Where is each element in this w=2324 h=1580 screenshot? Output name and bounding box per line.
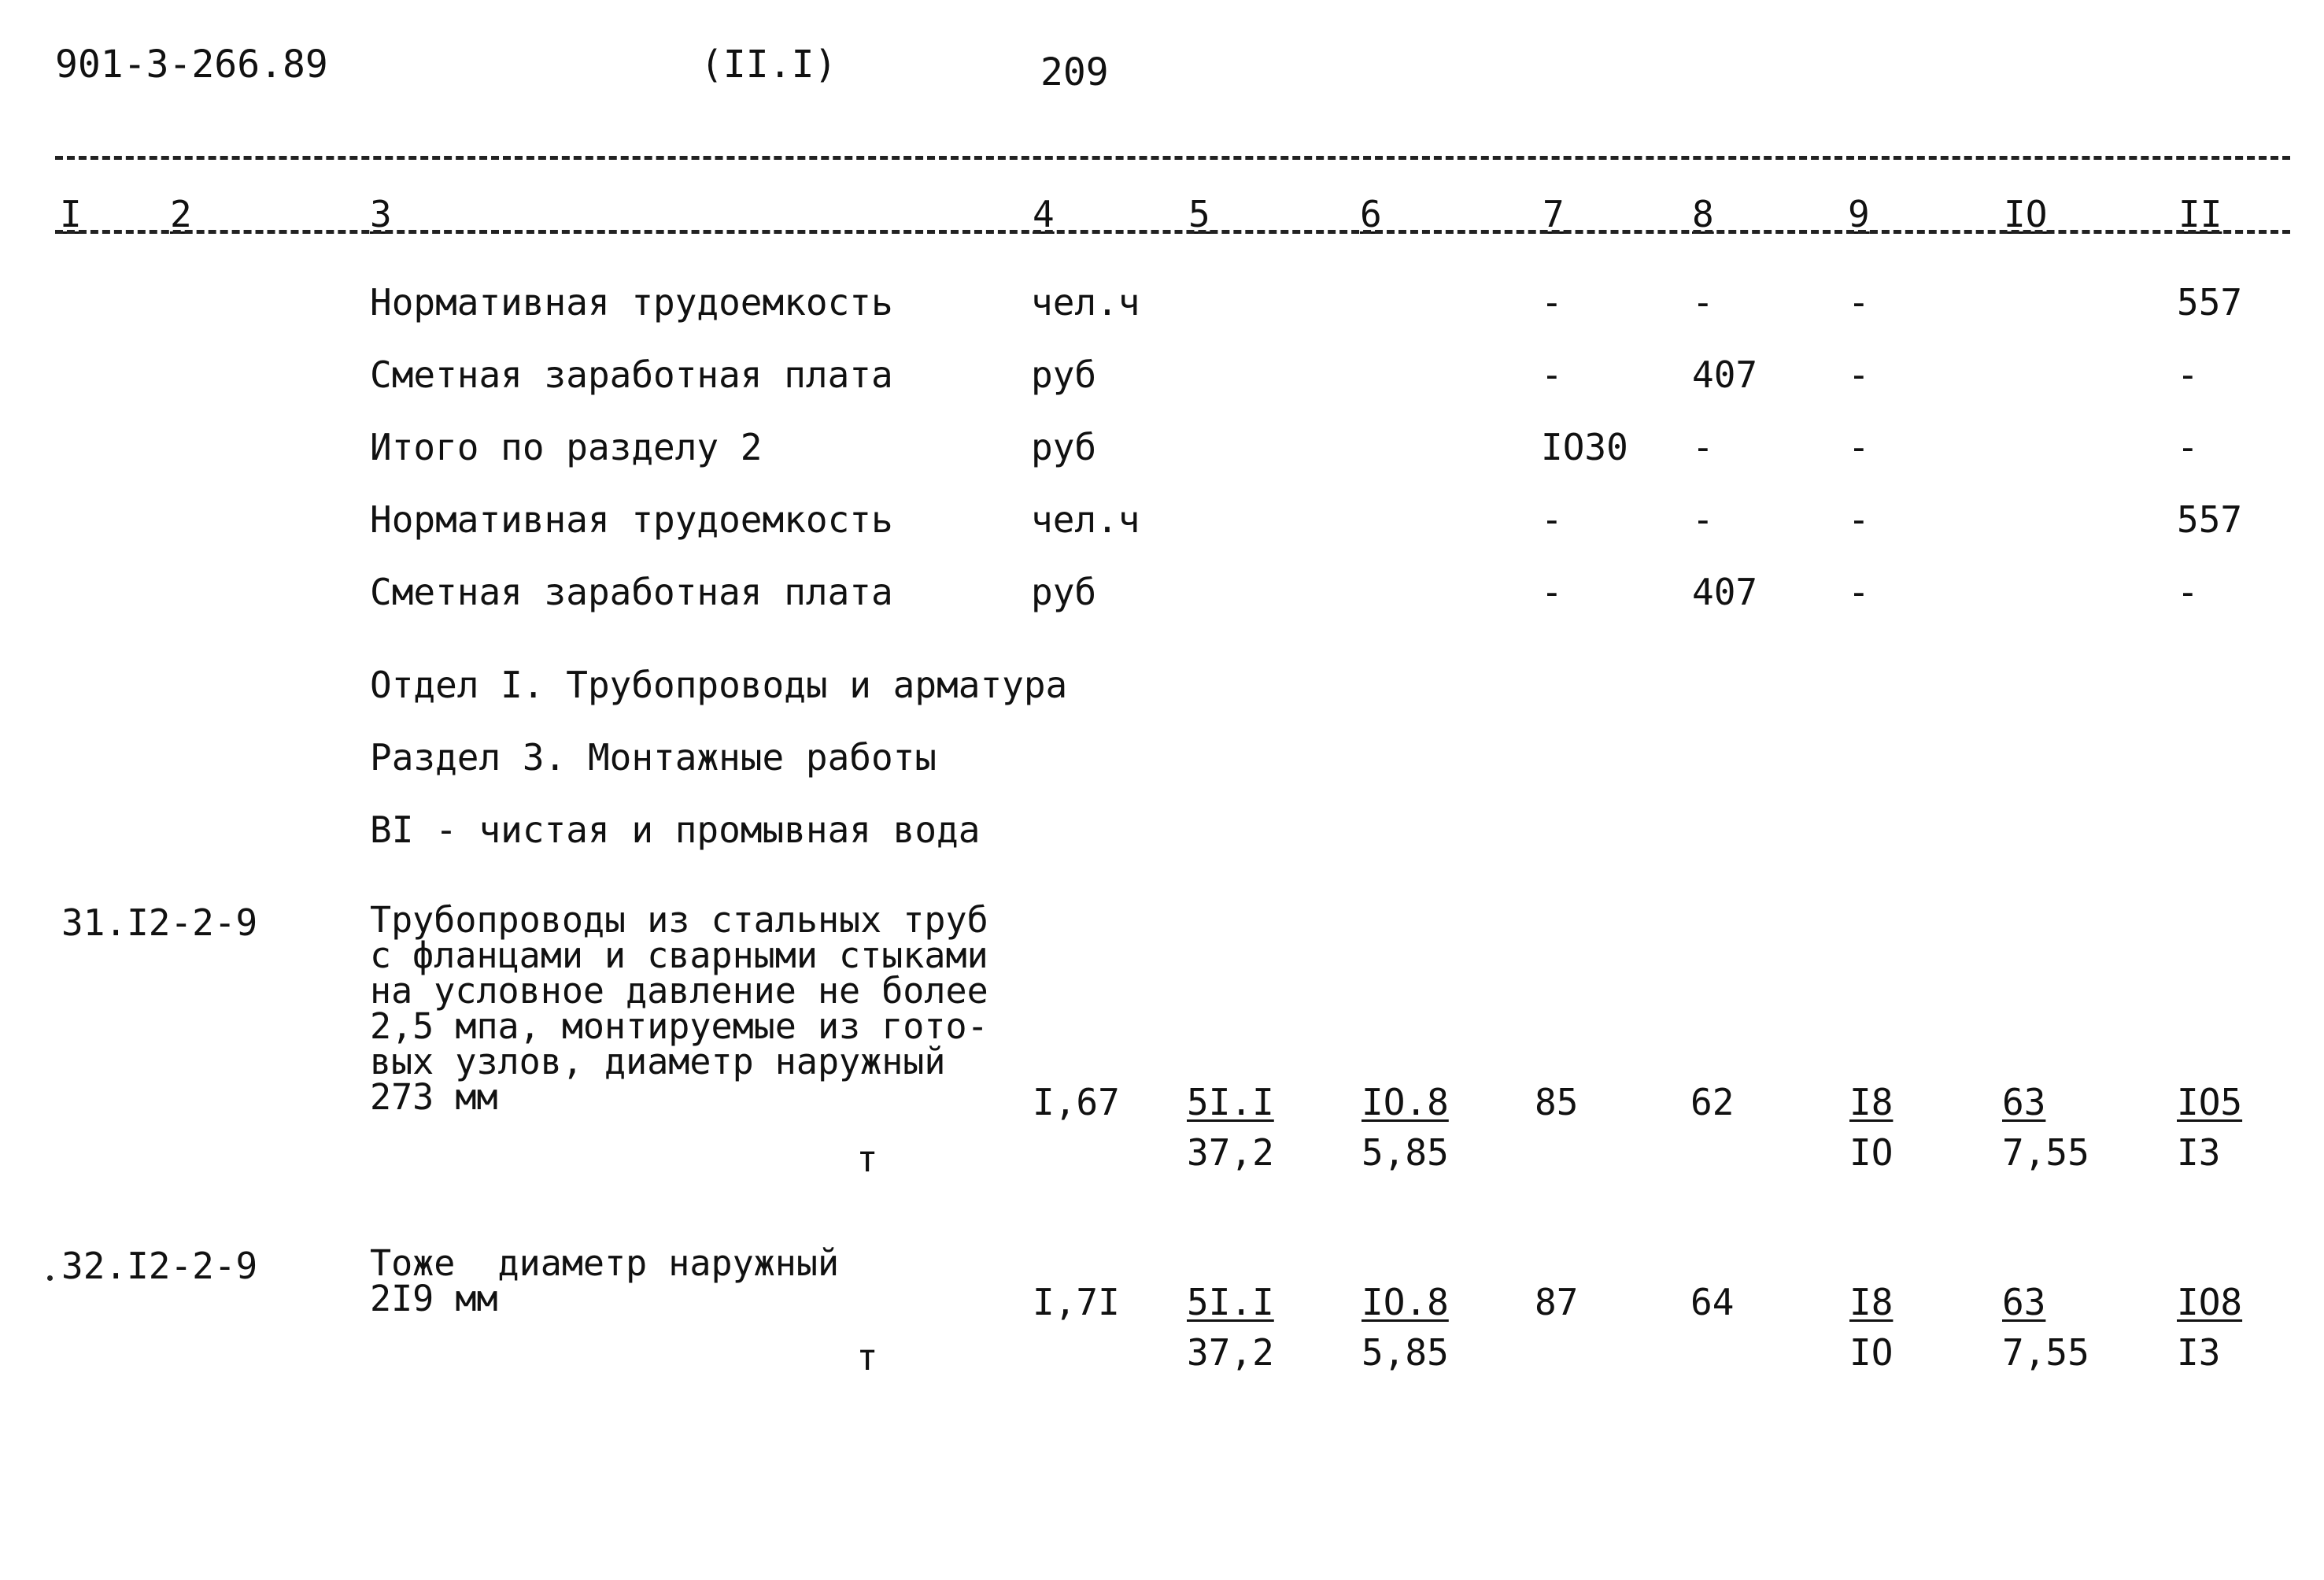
- summary-unit: руб: [1031, 571, 1097, 613]
- summary-col8: -: [1692, 426, 1714, 468]
- summary-name: Итого по разделу 2: [370, 426, 763, 468]
- summary-col9: -: [1848, 498, 1870, 541]
- summary-name: Нормативная трудоемкость: [370, 281, 893, 324]
- page-number: 209: [1040, 50, 1109, 94]
- document-code: 901-3-266.89: [55, 43, 328, 87]
- item-description: Трубопроводы из стальных труб с фланцами и сварными стыками на условное давление не более 2,5 мпа, монтируемые из гото- вых узлов, диаметр наружный 273 мм: [370, 899, 988, 1118]
- column-number-9: 9: [1848, 193, 1870, 235]
- item-col10-bottom: 7,55: [2002, 1131, 2089, 1174]
- item-col10-bottom: 7,55: [2002, 1331, 2089, 1374]
- summary-name: Нормативная трудоемкость: [370, 498, 893, 541]
- summary-col9: -: [1848, 353, 1870, 396]
- summary-unit: руб: [1031, 426, 1097, 468]
- column-number-11: II: [2178, 193, 2222, 235]
- item-col9-bottom: IO: [1849, 1131, 1894, 1174]
- section-code: (II.I): [700, 43, 837, 87]
- summary-col11: -: [2177, 426, 2199, 468]
- summary-col8: -: [1692, 498, 1714, 541]
- summary-col11: -: [2177, 571, 2199, 613]
- item-col8: 64: [1690, 1281, 1735, 1323]
- item-col9-top: I8: [1849, 1081, 1894, 1123]
- item-unit: т: [856, 1336, 878, 1378]
- column-number-5: 5: [1188, 193, 1210, 235]
- item-col5-bottom: 37,2: [1187, 1331, 1274, 1374]
- item-col5-top: 5I.I: [1187, 1281, 1274, 1323]
- item-number: 31.I2-2-9: [61, 901, 258, 944]
- summary-col9: -: [1848, 281, 1870, 324]
- summary-col11: -: [2177, 353, 2199, 396]
- summary-unit: чел.ч: [1031, 281, 1140, 324]
- summary-col8: 407: [1692, 571, 1758, 613]
- summary-name: Сметная заработная плата: [370, 353, 893, 396]
- item-col4: I,67: [1033, 1081, 1120, 1123]
- column-header-divider: [55, 230, 2290, 234]
- department-heading: Отдел I. Трубопроводы и арматура: [370, 664, 1068, 706]
- item-col11-bottom: I3: [2177, 1331, 2221, 1374]
- summary-col8: -: [1692, 281, 1714, 324]
- summary-col11: 557: [2177, 281, 2243, 324]
- summary-unit: чел.ч: [1031, 498, 1140, 541]
- item-number: 32.I2-2-9: [61, 1245, 258, 1287]
- summary-col8: 407: [1692, 353, 1758, 396]
- summary-col7: IO30: [1541, 426, 1628, 468]
- column-number-2: 2: [170, 193, 192, 235]
- column-number-4: 4: [1033, 193, 1055, 235]
- summary-col9: -: [1848, 426, 1870, 468]
- summary-col7: -: [1541, 281, 1563, 324]
- item-col6-bottom: 5,85: [1362, 1331, 1449, 1374]
- item-col9-top: I8: [1849, 1281, 1894, 1323]
- item-col5-top: 5I.I: [1187, 1081, 1274, 1123]
- item-col9-bottom: IO: [1849, 1331, 1894, 1374]
- header-divider: [55, 156, 2290, 160]
- item-col7: 85: [1535, 1081, 1579, 1123]
- summary-col7: -: [1541, 571, 1563, 613]
- item-col8: 62: [1690, 1081, 1735, 1123]
- summary-col7: -: [1541, 353, 1563, 396]
- item-col7: 87: [1535, 1281, 1579, 1323]
- item-col4: I,7I: [1033, 1281, 1120, 1323]
- item-col11-top: IO8: [2177, 1281, 2243, 1323]
- summary-unit: руб: [1031, 353, 1097, 396]
- item-col6-bottom: 5,85: [1362, 1131, 1449, 1174]
- item-col6-top: IO.8: [1362, 1081, 1449, 1123]
- subsection-heading: BI - чистая и промывная вода: [370, 809, 981, 851]
- summary-col7: -: [1541, 498, 1563, 541]
- item-col5-bottom: 37,2: [1187, 1131, 1274, 1174]
- summary-name: Сметная заработная плата: [370, 571, 893, 613]
- item-col10-top: 63: [2002, 1281, 2046, 1323]
- section-heading: Раздел 3. Монтажные работы: [370, 736, 937, 779]
- column-number-1: I: [60, 193, 82, 235]
- item-unit: т: [856, 1138, 878, 1180]
- column-number-10: IO: [2004, 193, 2048, 235]
- margin-dot: [47, 1275, 53, 1281]
- summary-col9: -: [1848, 571, 1870, 613]
- column-number-7: 7: [1543, 193, 1565, 235]
- item-col6-top: IO.8: [1362, 1281, 1449, 1323]
- item-col11-bottom: I3: [2177, 1131, 2221, 1174]
- item-description: Тоже диаметр наружный 2I9 мм: [370, 1242, 840, 1319]
- item-col11-top: IO5: [2177, 1081, 2243, 1123]
- item-col10-top: 63: [2002, 1081, 2046, 1123]
- column-number-8: 8: [1692, 193, 1714, 235]
- column-number-3: 3: [370, 193, 392, 235]
- summary-col11: 557: [2177, 498, 2243, 541]
- column-number-6: 6: [1360, 193, 1382, 235]
